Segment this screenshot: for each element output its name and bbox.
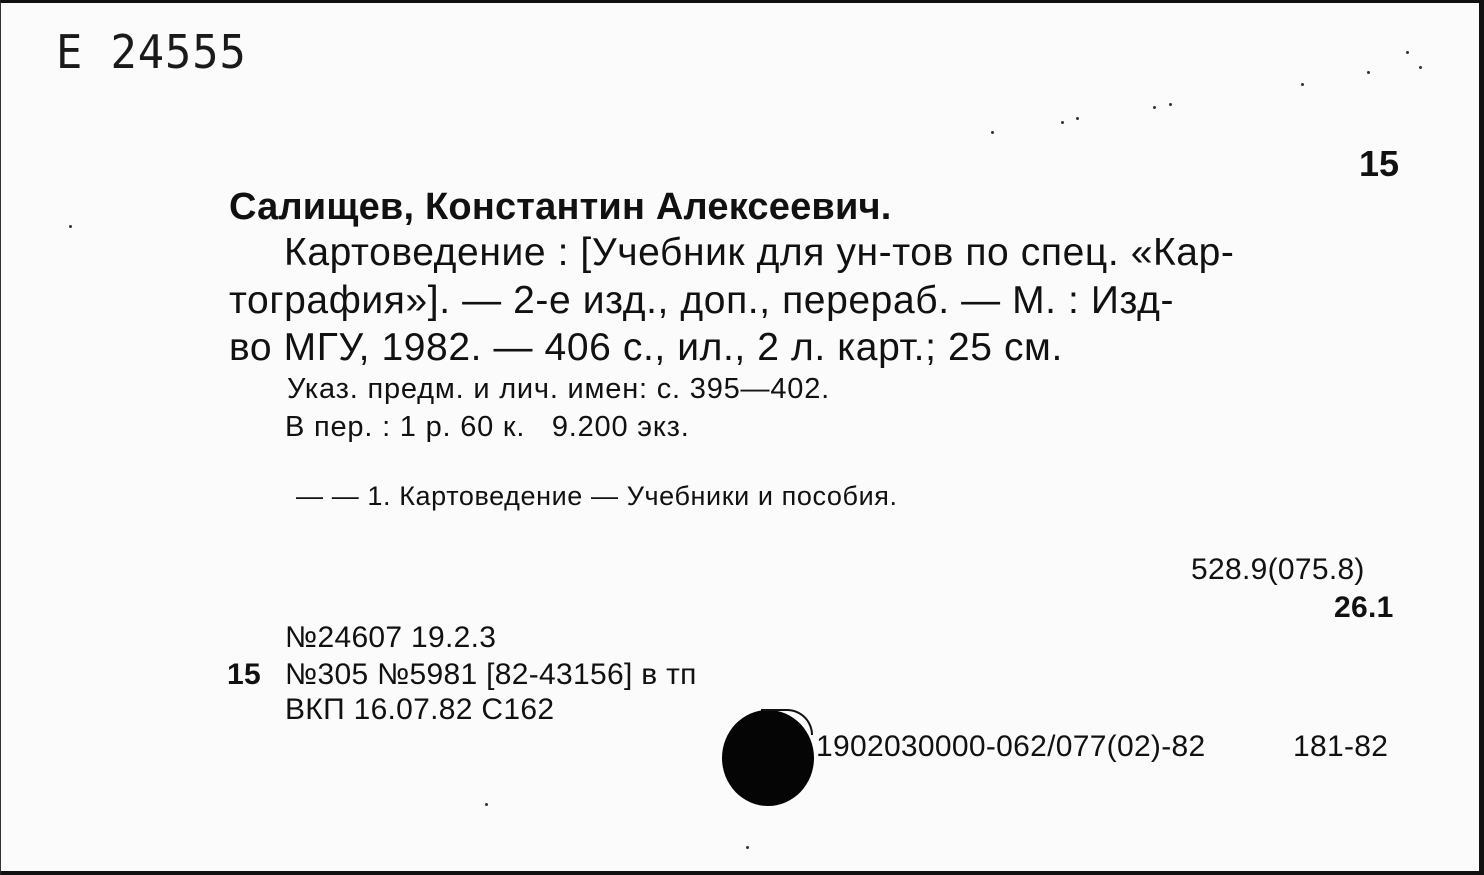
service-line-2: №305 №5981 [82-43156] в тп xyxy=(285,658,697,691)
subject-heading: — — 1. Картоведение — Учебники и пособия. xyxy=(296,481,898,511)
speck xyxy=(991,131,994,134)
note-price: В пер. : 1 р. 60 к. 9.200 экз. xyxy=(285,411,690,443)
order-number: 181-82 xyxy=(1293,730,1389,763)
bbk-code: 26.1 xyxy=(1334,591,1394,624)
speck xyxy=(1061,121,1064,124)
page-number: 15 xyxy=(1359,143,1400,184)
udc-code: 528.9(075.8) xyxy=(1191,553,1365,586)
title-line-1: Картоведение : [Учебник для ун-тов по спец. «Кар- xyxy=(284,231,1235,274)
speck xyxy=(69,225,72,228)
isbn-code: 1902030000-062/077(02)-82 xyxy=(816,730,1206,763)
title-line-3: во МГУ, 1982. — 406 с., ил., 2 л. карт.; 25 см. xyxy=(229,326,1063,369)
speck xyxy=(1367,71,1370,74)
inventory-number: Е 24555 xyxy=(56,25,247,79)
speck xyxy=(1301,83,1304,86)
service-line-1: №24607 19.2.3 xyxy=(285,621,497,654)
author-heading: Салищев, Константин Алексеевич. xyxy=(229,186,892,228)
circle-tick-mark xyxy=(761,709,813,735)
speck xyxy=(746,846,749,849)
speck xyxy=(1406,51,1409,54)
speck xyxy=(485,803,488,806)
note-index: Указ. предм. и лич. имен: с. 395—402. xyxy=(287,373,830,405)
title-line-2: тография»]. — 2-е изд., доп., перераб. — М. : Изд- xyxy=(229,279,1175,322)
speck xyxy=(1419,66,1422,69)
speck xyxy=(1076,117,1079,120)
speck xyxy=(1153,106,1156,109)
service-line-3: ВКП 16.07.82 С162 xyxy=(285,693,555,726)
service-prefix: 15 xyxy=(227,658,261,691)
speck xyxy=(1169,103,1172,106)
